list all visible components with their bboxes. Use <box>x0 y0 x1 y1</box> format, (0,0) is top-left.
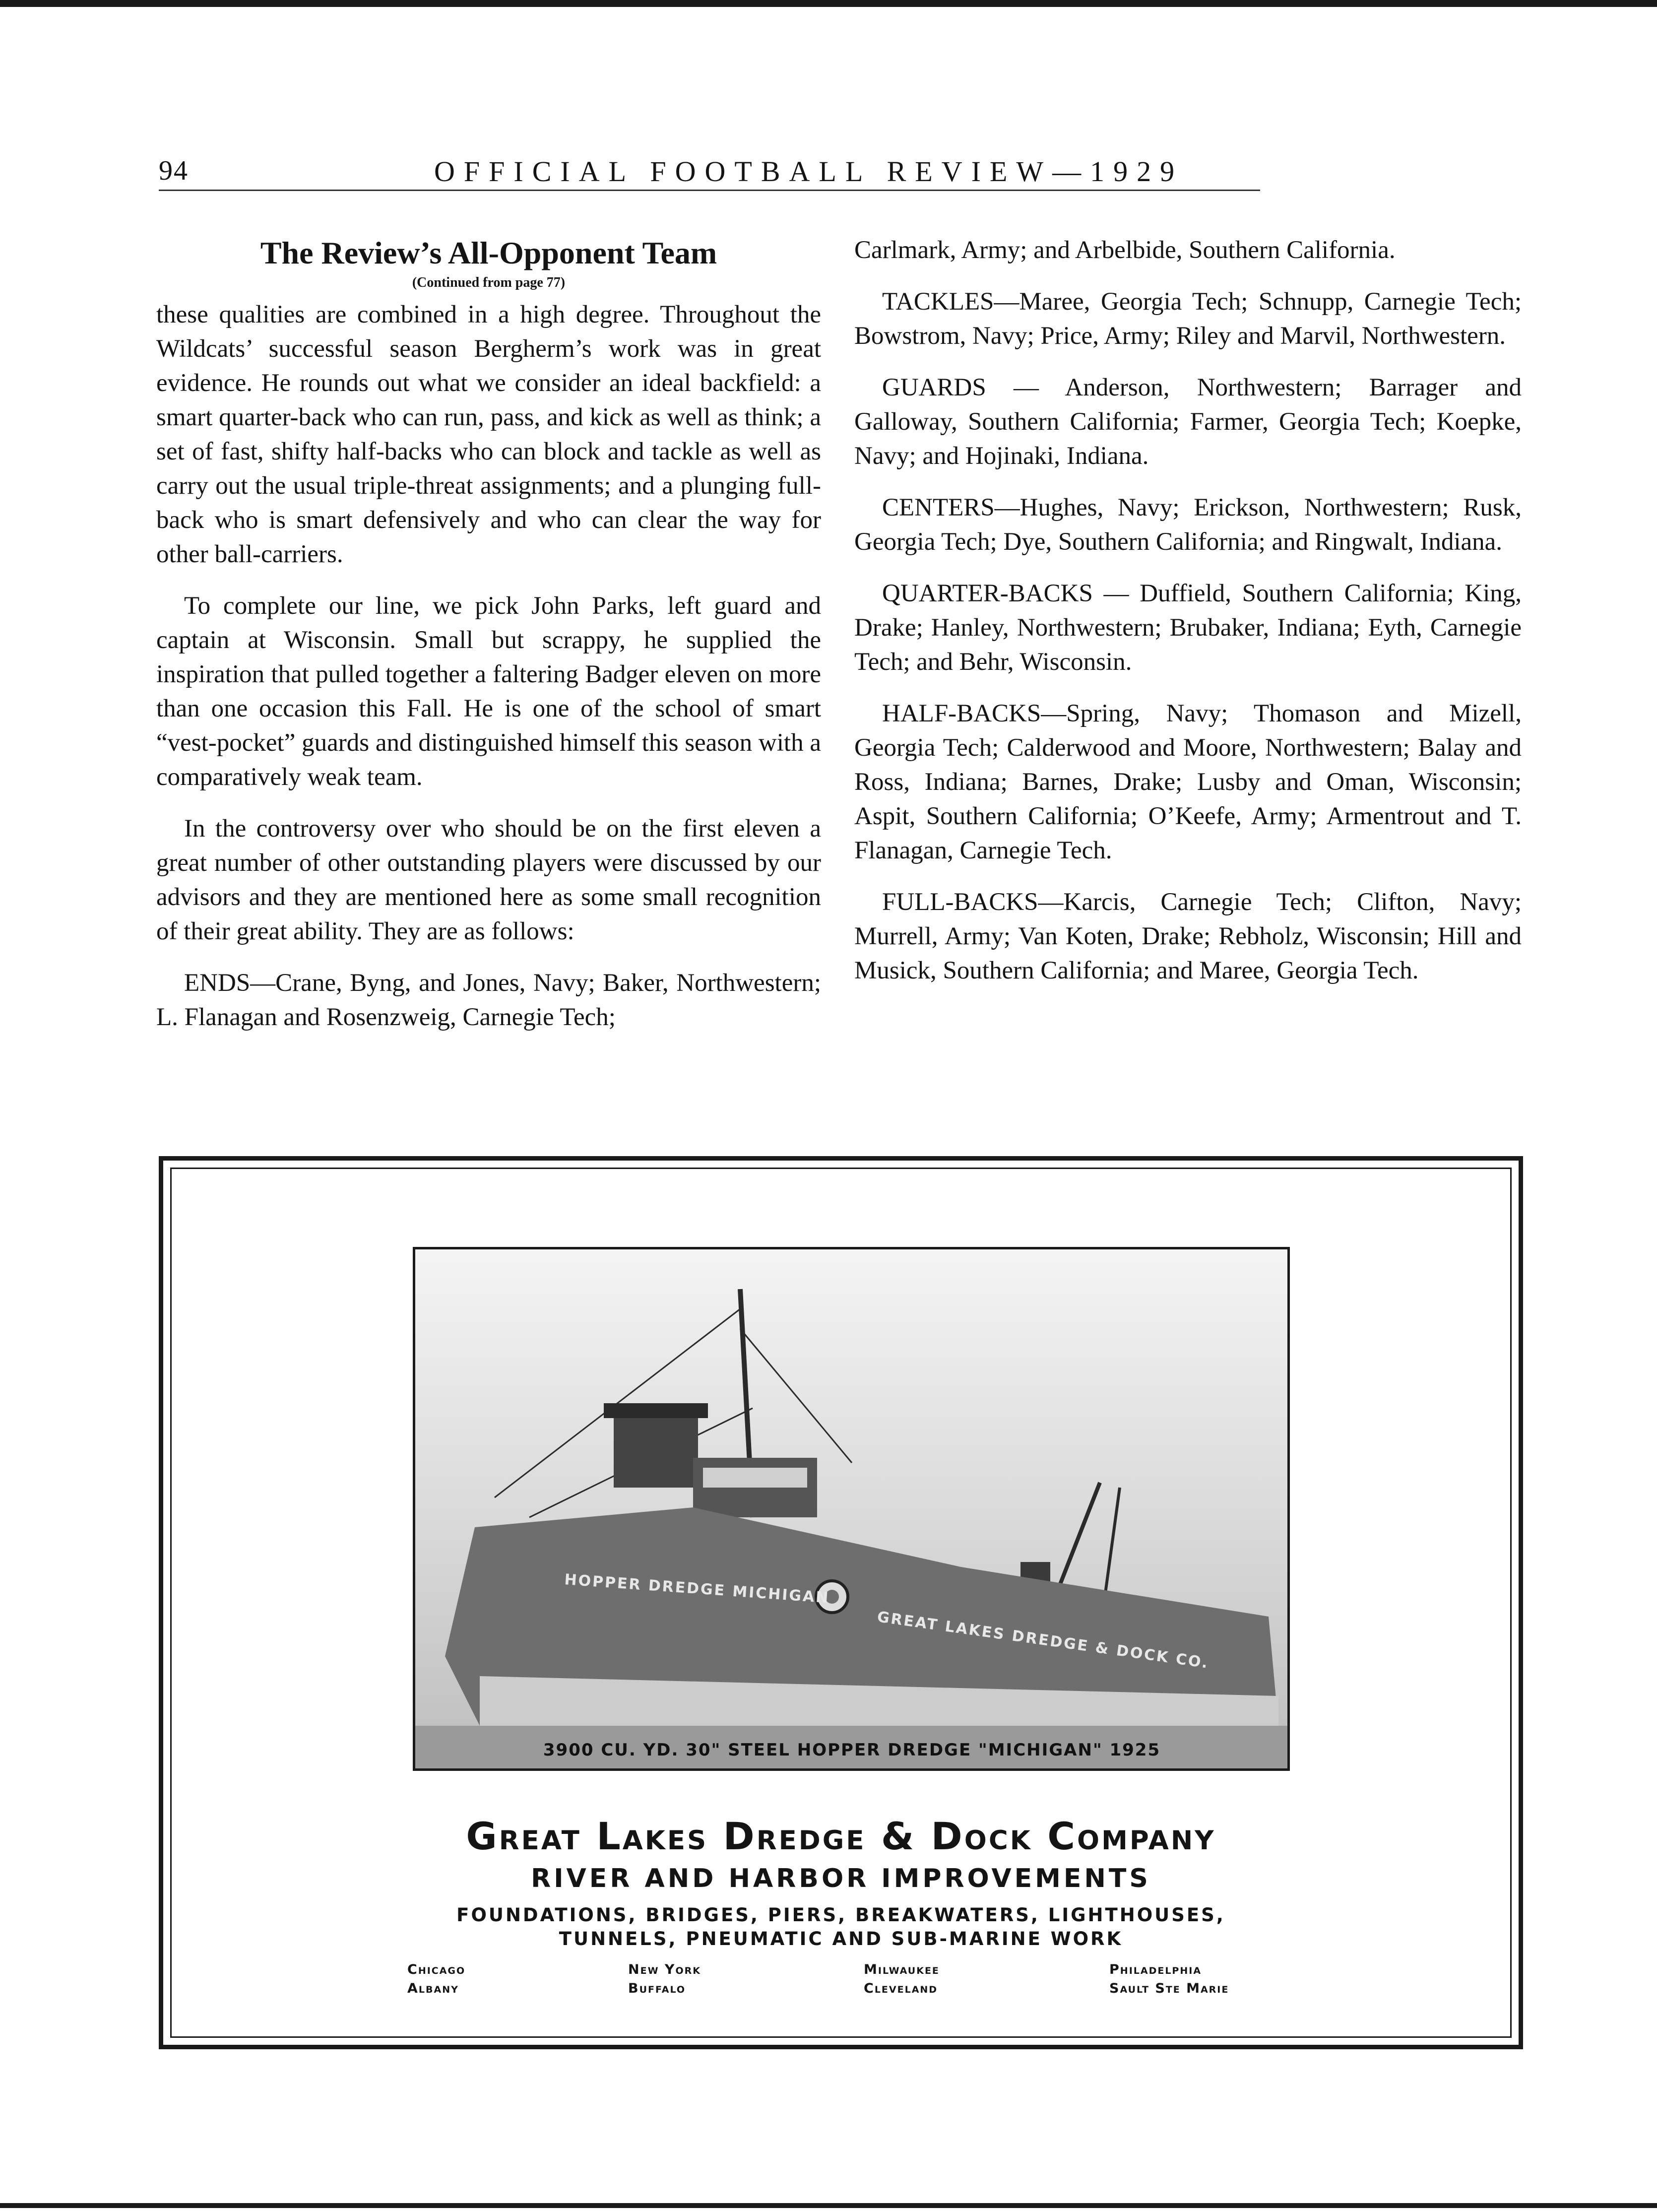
company-services <box>172 1903 1510 1951</box>
paragraph-centers: CENTERS—Hughes, Navy; Erickson, Northwestern; Rusk, Georgia Tech; Dye, Southern California; and Ringwalt, Indiana. <box>854 494 1522 556</box>
paragraph-quarter-backs: QUARTER-BACKS — Duffield, Southern California; King, Drake; Hanley, Northwestern; Brubaker, Indiana; Eyth, Carnegie Tech; and Behr, Wisconsin. <box>854 580 1522 676</box>
running-head <box>159 155 1260 190</box>
hull-name-text: HOPPER DREDGE MICHIGAN <box>564 1571 830 1607</box>
services-line: FOUNDATIONS, BRIDGES, PIERS, BREAKWATERS, LIGHTHOUSES, <box>456 1904 1225 1926</box>
paragraph-half-backs: HALF-BACKS—Spring, Navy; Thomason and Mizell, Georgia Tech; Calderwood and Moore, Northwestern; Balay and Ross, Indiana; Barnes, Drake; Lusby and Oman, Wisconsin; Aspit, Southern California; O’Keefe, Army; Armentrout and T. Flanagan, Carnegie Tech. <box>854 700 1522 864</box>
hull-company-text: GREAT LAKES DREDGE & DOCK CO. <box>876 1608 1211 1672</box>
paragraph-tackles: TACKLES—Maree, Georgia Tech; Schnupp, Carnegie Tech; Bowstrom, Navy; Price, Army; Riley and Marvil, Northwestern. <box>854 288 1522 350</box>
city-name: New York <box>628 1962 701 1977</box>
header-rule <box>159 190 1260 191</box>
paragraph: these qualities are combined in a high degree. Throughout the Wildcats’ successful season Bergherm’s work was in great evidence. He rounds out what we consider an ideal backfield: a smart quarter-back who can run, pass, and kick as well as think; a set of fast, shifty half-backs who can block and tackle as well as carry out the usual triple-threat assignments; and a plunging full-back who is smart defensively and who can clear the way for other ball-carriers. <box>156 301 821 568</box>
office-cities <box>407 1960 1300 2010</box>
paragraph: To complete our line, we pick John Parks, left guard and captain at Wisconsin. Small but scrappy, he supplied the inspiration that pulled together a faltering Badger eleven on more than one occasion this Fall. He is one of the school of smart “vest-pocket” guards and distinguished himself this season with a comparatively weak team. <box>156 592 821 791</box>
photo-caption: 3900 CU. YD. 30" STEEL HOPPER DREDGE "MICHIGAN" 1925 <box>543 1740 1161 1760</box>
continued-note: (Continued from page 77) <box>412 275 566 290</box>
paragraph-full-backs: FULL-BACKS—Karcis, Carnegie Tech; Clifton, Navy; Murrell, Army; Van Koten, Drake; Rebholz, Wisconsin; Hill and Musick, Southern California; and Maree, Georgia Tech. <box>854 888 1522 984</box>
funnel-cap <box>604 1403 708 1418</box>
page-number: 94 <box>159 155 189 186</box>
company-name: Great Lakes Dredge & Dock Company <box>466 1814 1216 1858</box>
bottom-edge-rule <box>0 2203 1657 2208</box>
paragraph: In the controversy over who should be on the first eleven a great number of other outstanding players were discussed by our advisors and they are mentioned here as some small recognition of their great ability. They are as follows: <box>156 815 821 945</box>
city-column <box>864 1960 940 1998</box>
advertisement-frame <box>159 1156 1523 2049</box>
city-name: Cleveland <box>864 1981 938 1996</box>
left-column <box>156 233 821 1035</box>
journal-title: OFFICIAL FOOTBALL REVIEW—1929 <box>434 155 1184 188</box>
top-edge-rule <box>0 0 1657 7</box>
paragraph-ends: ENDS—Crane, Byng, and Jones, Navy; Baker, Northwestern; L. Flanagan and Rosenzweig, Carnegie Tech; <box>156 969 821 1031</box>
city-column <box>1109 1960 1229 1998</box>
dredge-photo <box>413 1247 1290 1771</box>
right-column <box>854 233 1522 988</box>
advertisement-inner-border <box>170 1168 1512 2038</box>
rigging-line <box>740 1329 852 1463</box>
city-column <box>407 1960 465 1998</box>
dredge-ship-illustration <box>415 1249 1287 1768</box>
crane-boom <box>1055 1483 1100 1597</box>
city-name: Milwaukee <box>864 1962 940 1977</box>
city-name: Philadelphia <box>1109 1962 1202 1977</box>
article-title: The Review’s All-Opponent Team <box>260 235 717 270</box>
bridge-windows <box>703 1468 807 1488</box>
services-line: TUNNELS, PNEUMATIC AND SUB-MARINE WORK <box>559 1928 1123 1950</box>
company-tagline: RIVER AND HARBOR IMPROVEMENTS <box>531 1864 1151 1893</box>
crane-boom <box>1105 1488 1120 1597</box>
city-name: Albany <box>407 1981 459 1996</box>
paragraph-ends-continued: Carlmark, Army; and Arbelbide, Southern California. <box>854 236 1396 264</box>
city-name: Sault Ste Marie <box>1109 1981 1229 1996</box>
city-column <box>628 1960 701 1998</box>
paragraph-guards: GUARDS — Anderson, Northwestern; Barrager and Galloway, Southern California; Farmer, Georgia Tech; Koepke, Navy; and Hojinaki, Indiana. <box>854 374 1522 470</box>
city-name: Buffalo <box>628 1981 686 1996</box>
city-name: Chicago <box>407 1962 466 1977</box>
funnel <box>614 1413 698 1488</box>
